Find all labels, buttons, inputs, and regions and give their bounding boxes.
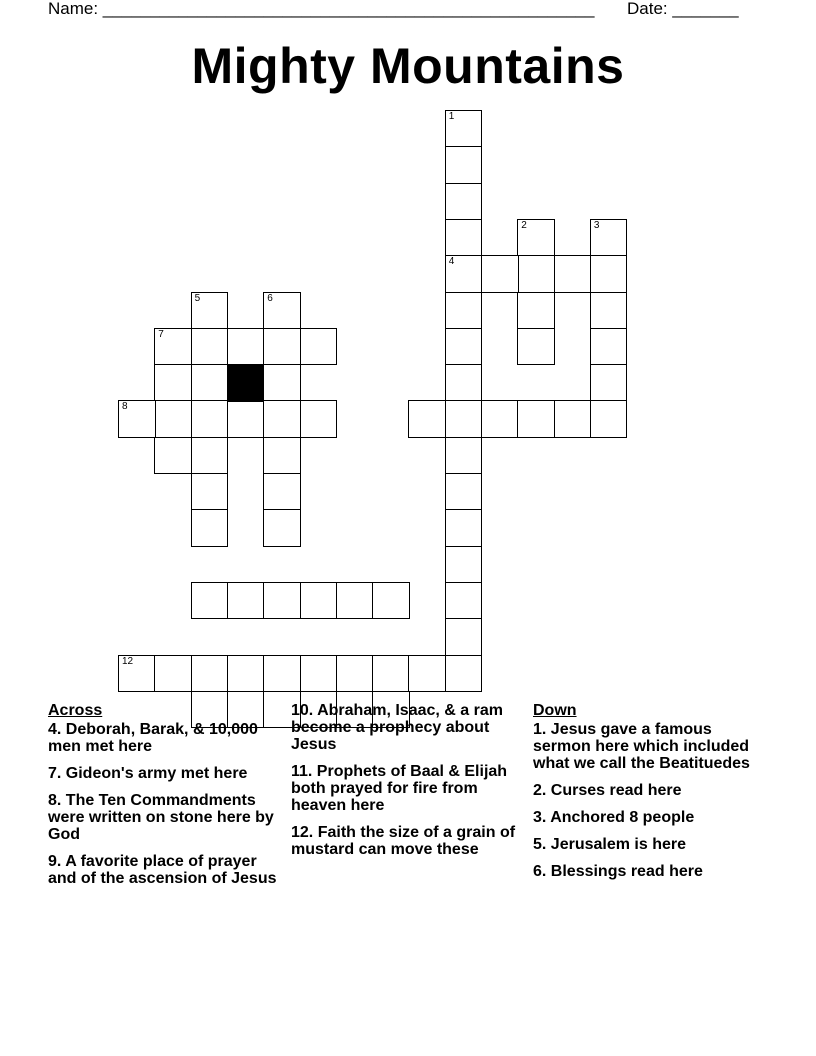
black-cell [227,364,265,402]
grid-cell[interactable] [336,655,374,693]
name-field: Name: ____________________________________________________ [48,0,595,18]
grid-cell[interactable] [445,473,483,511]
grid-cell[interactable] [590,328,628,366]
grid-cell[interactable] [445,655,483,693]
grid-cell[interactable] [154,400,192,438]
grid-cell[interactable] [227,582,265,620]
across-column-2 [291,702,516,868]
across-heading: Across [48,702,103,719]
grid-cell[interactable] [408,400,446,438]
grid-cell[interactable] [590,292,628,330]
grid-cell[interactable] [191,292,229,330]
grid-cell[interactable] [445,546,483,584]
grid-cell[interactable] [445,183,483,221]
grid-cell[interactable] [154,328,192,366]
grid-cell[interactable] [445,509,483,547]
clue-number: 6 [267,292,273,304]
grid-cell[interactable] [517,255,555,293]
clue-down-5: 5. Jerusalem is here [533,836,686,853]
clue-number: 12 [122,655,134,667]
grid-cell[interactable] [154,364,192,402]
clue-across-9: 9. A favorite place of prayer and of the ascension of Jesus [48,853,277,887]
grid-cell[interactable] [590,400,628,438]
grid-cell[interactable] [517,400,555,438]
grid-cell[interactable] [191,509,229,547]
grid-cell[interactable] [263,328,301,366]
grid-cell[interactable] [445,582,483,620]
grid-cell[interactable] [590,364,628,402]
grid-cell[interactable] [445,110,483,148]
grid-cell[interactable] [191,437,229,475]
grid-cell[interactable] [481,400,519,438]
grid-cell[interactable] [263,509,301,547]
grid-cell[interactable] [300,400,338,438]
grid-cell[interactable] [118,655,156,693]
grid-cell[interactable] [445,364,483,402]
grid-cell[interactable] [554,400,592,438]
clue-number: 5 [194,292,201,304]
across-column-1 [48,702,278,897]
down-heading: Down [533,702,577,719]
grid-cell[interactable] [154,655,192,693]
clue-number: 4 [448,256,455,268]
grid-cell[interactable] [263,473,301,511]
grid-cell[interactable] [554,255,592,293]
grid-cell[interactable] [590,255,628,293]
puzzle-title: Mighty Mountains [191,38,625,94]
grid-cell[interactable] [408,655,446,693]
grid-cell[interactable] [372,655,410,693]
clue-across-7: 7. Gideon's army met here [48,765,248,782]
grid-cell[interactable] [227,655,265,693]
grid-cell[interactable] [517,292,555,330]
clue-across-4: 4. Deborah, Barak, & 10,000 men met here [48,721,258,755]
clue-number: 2 [521,219,527,231]
grid-cell[interactable] [154,437,192,475]
grid-cell[interactable] [445,255,483,293]
date-field: Date: _______ [627,0,739,18]
grid-cell[interactable] [263,400,301,438]
grid-cell[interactable] [336,582,374,620]
clue-down-1: 1. Jesus gave a famous sermon here which included what we call the Beatituedes [533,721,750,772]
grid-cell[interactable] [590,219,628,257]
down-column [533,702,773,890]
grid-cell[interactable] [227,400,265,438]
grid-cell[interactable] [481,255,519,293]
clue-across-12: 12. Faith the size of a grain of mustard can move these [291,824,516,858]
grid-cell[interactable] [263,655,301,693]
clue-down-3: 3. Anchored 8 people [533,809,695,826]
grid-cell[interactable] [445,219,483,257]
clue-across-10: 10. Abraham, Isaac, & a ram become a prophecy about Jesus [291,702,503,753]
clue-number: 7 [158,328,164,340]
grid-cell[interactable] [263,582,301,620]
clue-number: 3 [593,219,600,231]
clue-number: 1 [448,111,455,122]
grid-cell[interactable] [300,655,338,693]
grid-cell[interactable] [517,219,555,257]
grid-cell[interactable] [445,146,483,184]
grid-cell[interactable] [227,328,265,366]
clue-across-8: 8. The Ten Commandments were written on stone here by God [48,792,274,843]
grid-cell[interactable] [191,364,229,402]
grid-cell[interactable] [517,328,555,366]
grid-cell[interactable] [191,582,229,620]
grid-cell[interactable] [191,473,229,511]
clue-number: 8 [122,401,128,413]
grid-cell[interactable] [300,582,338,620]
grid-cell[interactable] [191,328,229,366]
grid-cell[interactable] [263,437,301,475]
clue-across-11: 11. Prophets of Baal & Elijah both prayed for fire from heaven here [291,763,508,814]
grid-cell[interactable] [372,582,410,620]
grid-cell[interactable] [445,400,483,438]
grid-cell[interactable] [118,400,156,438]
grid-cell[interactable] [445,437,483,475]
grid-cell[interactable] [263,364,301,402]
grid-cell[interactable] [263,292,301,330]
grid-cell[interactable] [300,328,338,366]
grid-cell[interactable] [445,618,483,656]
clue-down-2: 2. Curses read here [533,782,682,799]
grid-cell[interactable] [191,400,229,438]
clue-down-6: 6. Blessings read here [533,863,703,880]
grid-cell[interactable] [445,328,483,366]
grid-cell[interactable] [445,292,483,330]
grid-cell[interactable] [191,655,229,693]
